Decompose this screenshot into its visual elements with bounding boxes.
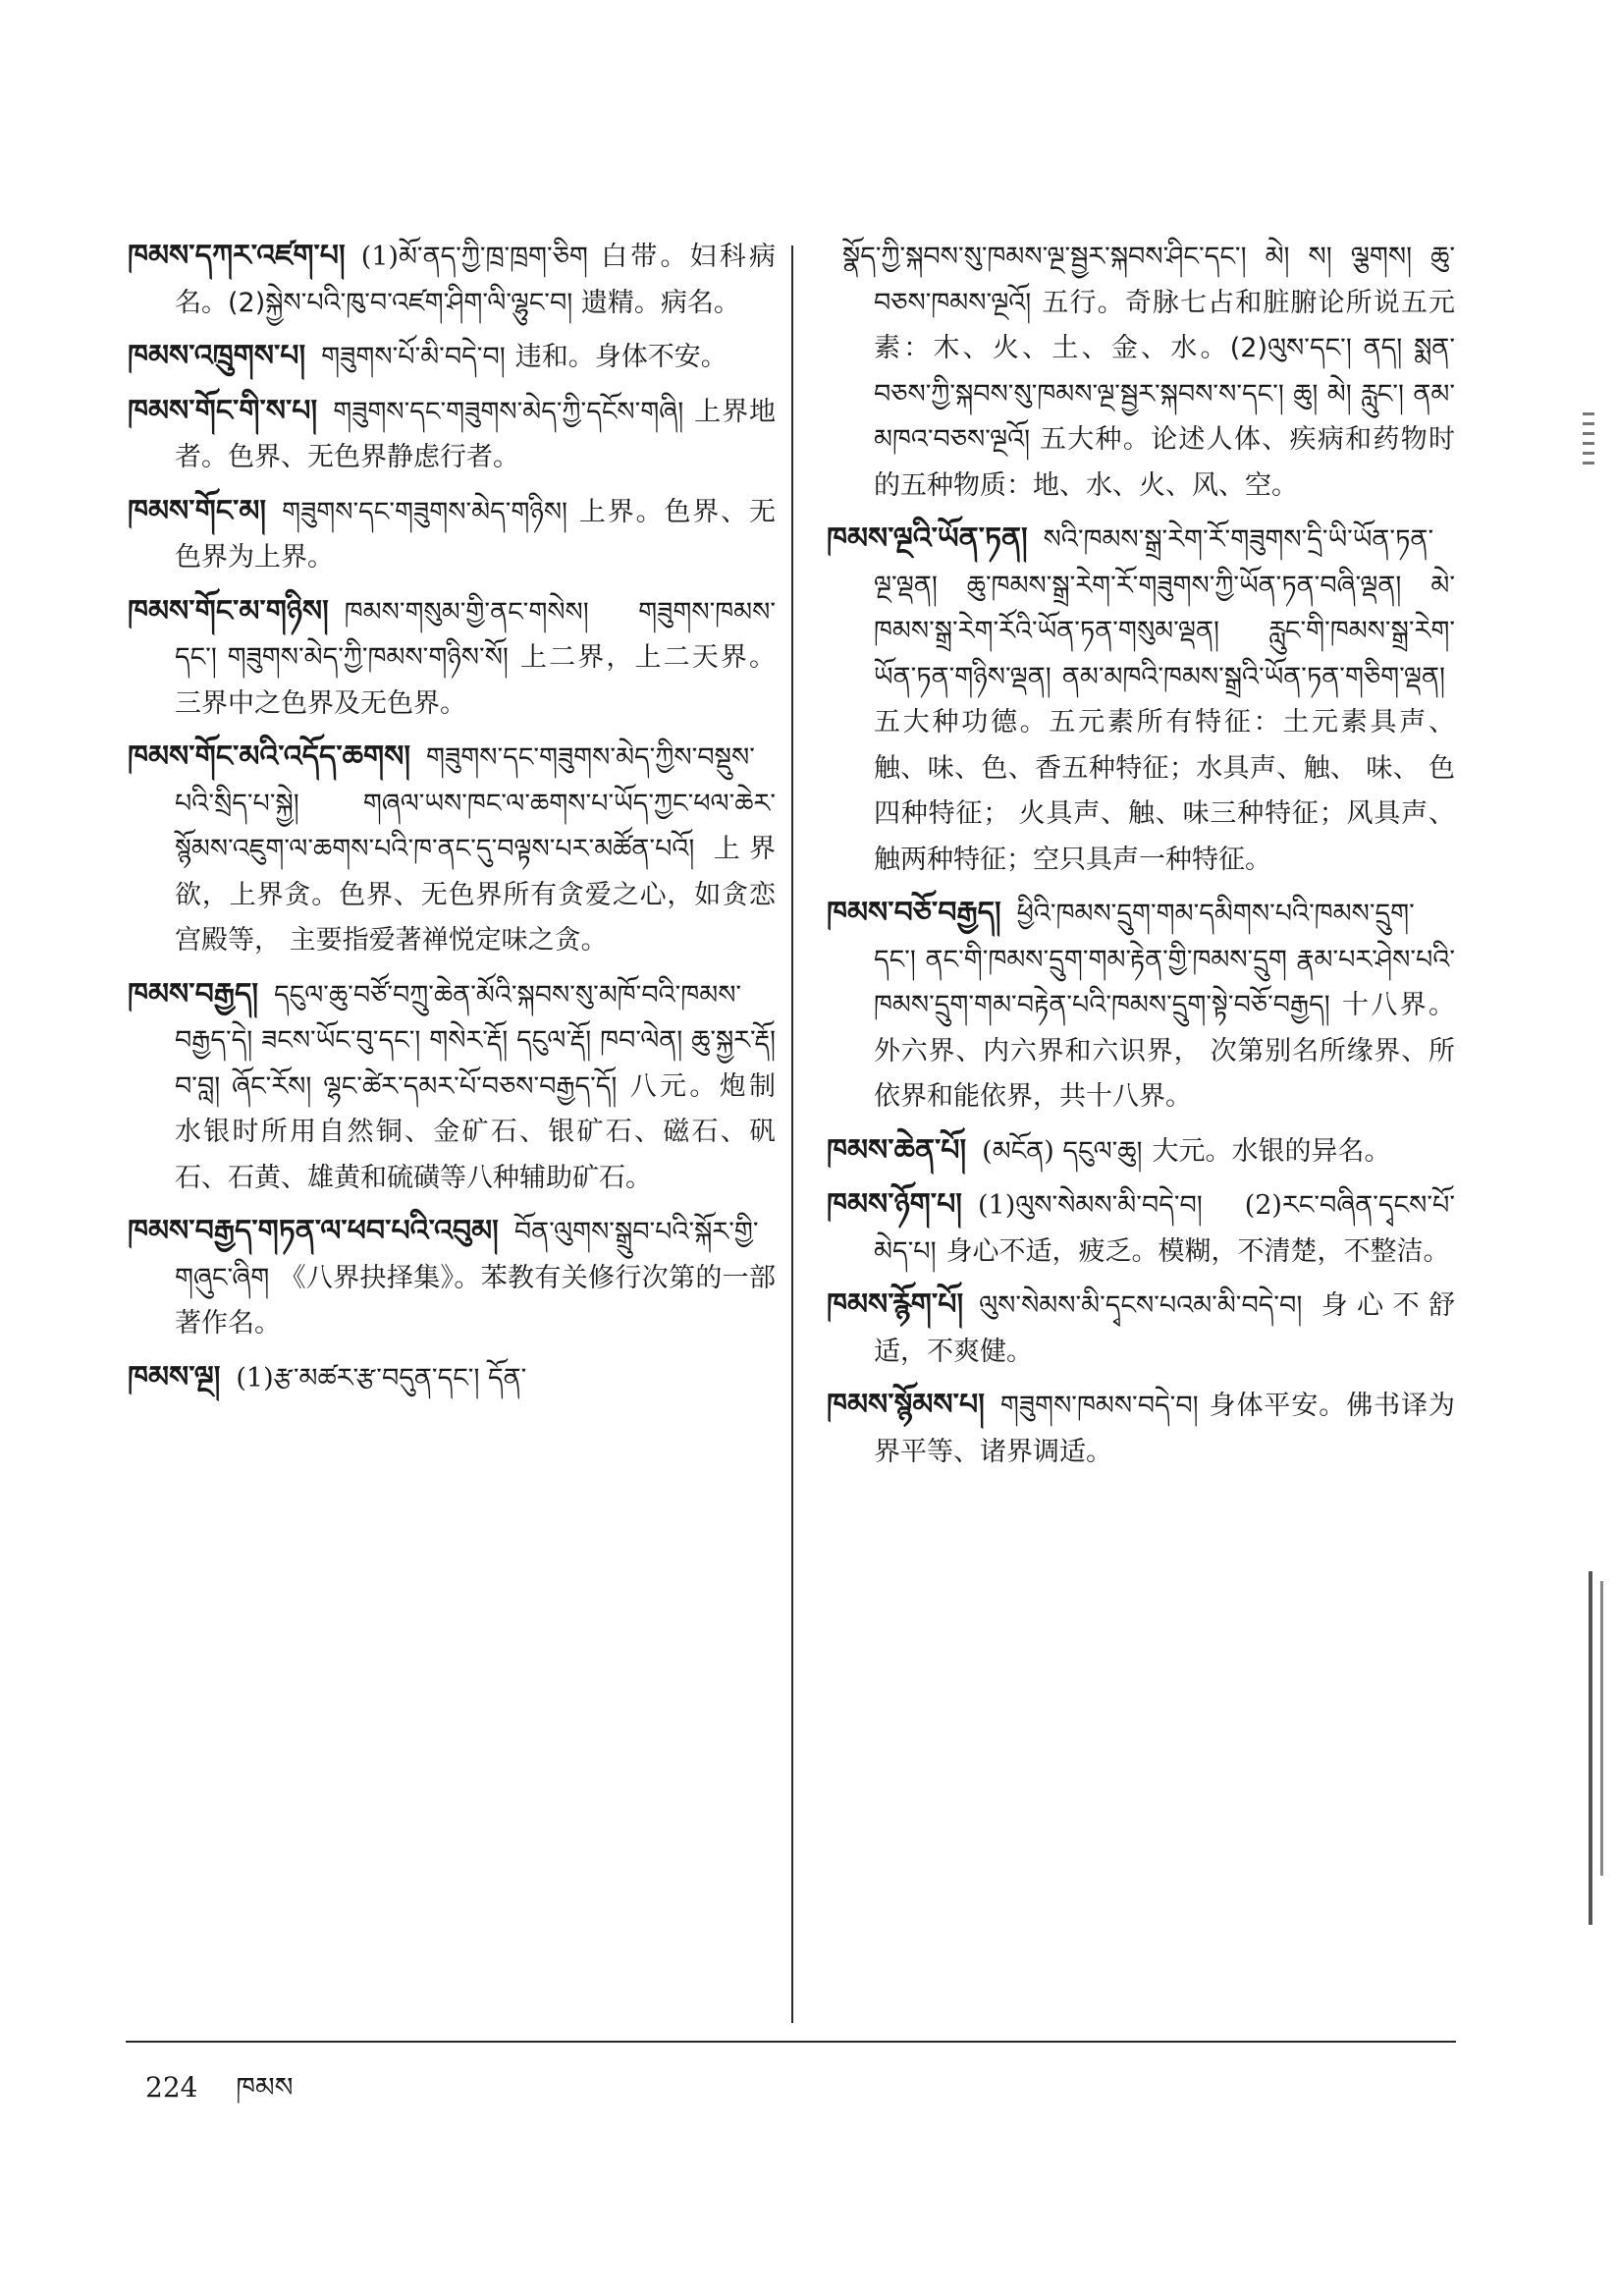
chinese-definition: 上界。色界、无色界为上界。 [175,496,776,573]
headword: ཁམས་གོང་མའི་འདོད་ཆགས། [128,739,411,774]
dictionary-entry [827,517,1455,883]
headword: ཁམས་ཆེན་པོ། [827,1132,967,1168]
headword: ཁམས་རྙོག་པོ། [827,1287,964,1322]
tibetan-definition: གཟུགས་ཁམས་བདེ་བ། [999,1391,1199,1421]
headword: ཁམས་བརྒྱད། [128,976,258,1011]
tibetan-definition: གཟུགས་དང་གཟུགས་མེད་གཉིས། [282,496,568,527]
headword: ཁམས་ཉོག་པ། [827,1187,962,1222]
page-edge-bar-secondary [1600,1581,1603,1876]
headword: ཁམས་ལྔའི་ཡོན་ཏན། [827,521,1028,556]
dictionary-entry [827,1128,1455,1175]
dictionary-entry [827,1383,1455,1475]
headword: ཁམས་བཅོ་བརྒྱད། [827,896,1001,930]
headword: ཁམས་གོང་གི་ས་པ། [128,393,318,428]
right-column [827,234,1455,1483]
running-head: ཁམས [236,2071,294,2104]
column-divider [791,246,793,2023]
chinese-definition: 白带。妇科病名。(2)སྐྱེས་པའི་ཁུ་བ་འཛག་ཤིག་ལི་ལྷུང་བ། 遗精。病名。 [175,242,776,318]
dictionary-entry [827,234,1455,509]
tibetan-definition: གཟུགས་དང་གཟུགས་མེད་ཀྱིས་བསྡུས་པའི་སྲིད་པ་སྐྱེ། གཞལ་ཡས་ཁང་ལ་ཆགས་པ་ཡོད་ཀྱང་ཕལ་ཆེར་སྙོམས་འཇུག་ལ་ཆགས་པའི་ཁ་ནང་དུ་བལྟས་པར་མཚོན་པའོ། [175,742,776,864]
page-edge-bar [1589,1571,1592,1925]
dictionary-entry [128,1355,776,1402]
tibetan-definition: སྣོད་ཀྱི་སྐབས་སུ་ཁམས་ལྔ་སྦྱར་སྐབས་ཤིང་དང་། མེ། ས། ལྕགས། ཆུ་བཅས་ཁམས་ལྔའོ། [842,242,1455,318]
dictionary-entry [827,1283,1455,1375]
headword: ཁམས་དཀར་འཛག་པ། [128,239,346,273]
chinese-definition: 十八界。外六界、内六界和六识界， 次第别名所缘界、所依界和能依界，共十八界。 [874,990,1455,1112]
tibetan-definition: བོན་ལུགས་སྒྲུབ་པའི་སྐོར་གྱི་གཞུང་ཞིག [175,1217,759,1293]
chinese-definition: 身心不舒适，不爽健。 [874,1290,1455,1367]
headword: ཁམས་འཁྲུགས་པ། [128,339,306,373]
tibetan-definition: སའི་ཁམས་སྒྲ་རེག་རོ་གཟུགས་དྲི་ཡི་ཡོན་ཏན་ལྔ་ལྡན། ཆུ་ཁམས་སྒྲ་རེག་རོ་གཟུགས་ཀྱི་ཡོན་ཏན་བཞི་ལྡན། མེ་ཁམས་སྒྲ་རེག་རོའི་ཡོན་ཏན་གསུམ་ལྡན། རླུང་གི་ཁམས་སྒྲ་རེག་ཡོན་ཏན་གཉིས་ལྡན། ནམ་མཁའི་ཁམས་སྒྲའི་ཡོན་ཏན་གཅིག་ལྡན། [874,524,1455,692]
page-edge-marks [1583,412,1598,471]
headword: ཁམས་སྙོམས་པ། [827,1388,985,1422]
chinese-definition: 上界地者。色界、无色界静虑行者。 [175,396,776,472]
dictionary-entry [128,234,776,326]
chinese-definition: 八元。炮制水银时所用自然铜、金矿石、银矿石、磁石、矾石、石黄、雄黄和硫磺等八种辅助矿石。 [175,1070,776,1193]
dictionary-entry [128,589,776,728]
chinese-definition: 身心不适，疲乏。模糊，不清楚，不整洁。 [945,1235,1450,1267]
headword: ཁམས་གོང་མ། [128,493,267,528]
dictionary-entry [128,972,776,1202]
dictionary-entry [128,389,776,481]
tibetan-definition: ཕྱིའི་ཁམས་དྲུག་གམ་དམིགས་པའི་ཁམས་དྲུག་དང་། ནང་གི་ཁམས་དྲུག་གམ་རྟེན་གྱི་ཁམས་དྲུག རྣམ་པར་ཤེས་པའི་ཁམས་དྲུག་གམ་བརྟེན་པའི་ཁམས་དྲུག་སྟེ་བཅོ་བརྒྱད། [874,899,1455,1020]
tibetan-definition: (1)མོ་ནད་ཀྱི་ཁྲ་ཁྲག་ཅིག [360,242,588,272]
dictionary-entry [827,891,1455,1121]
dictionary-entry [827,1182,1455,1275]
chinese-definition: 上二界，上二天界。三界中之色界及无色界。 [175,642,777,719]
chinese-definition: 上界欲，上界贪。色界、无色界所有贪爱之心，如贪恋宫殿等， 主要指爱著禅悦定味之贪。 [175,834,776,956]
tibetan-definition: གཟུགས་དང་གཟུགས་མེད་ཀྱི་དངོས་གཞི། [333,396,684,427]
headword: ཁམས་ལྔ། [128,1359,221,1394]
tibetan-definition: གཟུགས་པོ་མི་བདེ་བ། [321,342,506,372]
chinese-definition: 五行。奇脉七占和脏腑论所说五元素：木、火、土、金、水。(2)ལུས་དང་། ནད། སྨན་བཅས་ཀྱི་སྐབས་སུ་ཁམས་ལྔ་སྦྱར་སྐབས་ས་དང་། ཆུ། མེ། རླུང་། ནམ་མཁའ་བཅས་ལྔའོ། 五大种。论述人体、疾病和药物时的五种物质：地、水、火、风、空。 [874,287,1455,501]
chinese-definition: 违和。身体不安。 [514,342,728,372]
dictionary-entry [128,334,776,381]
page-number: 224 [145,2071,198,2104]
headword: ཁམས་གོང་མ་གཉིས། [128,593,329,629]
headword: ཁམས་བརྒྱད་གཏན་ལ་ཕབ་པའི་འབུམ། [128,1214,499,1248]
page-footer [145,2056,294,2134]
chinese-definition: 身体平安。佛书译为界平等、诸界调适。 [874,1391,1455,1467]
left-column [128,234,776,1409]
tibetan-definition: ཁམས་གསུམ་གྱི་ནང་གསེས། གཟུགས་ཁམས་དང་། གཟུགས་མེད་ཀྱི་ཁམས་གཉིས་སོ། [175,596,776,673]
chinese-definition: 五大种功德。五元素所有特征：土元素具声、触、味、色、香五种特征；水具声、触、 味、 色四种特征； 火具声、触、味三种特征；风具声、 触两种特征；空只具声一种特征。 [874,707,1455,875]
tibetan-definition: ལུས་སེམས་མི་དྭངས་པའམ་མི་བདེ་བ། [979,1290,1303,1321]
chinese-definition: 《八界抉择集》。苯教有关修行次第的一部著作名。 [175,1262,776,1339]
chinese-definition: 大元。水银的异名。 [1152,1135,1391,1167]
dictionary-entry [128,489,776,581]
tibetan-definition: (1)ལུས་སེམས་མི་བདེ་བ། (2)རང་བཞིན་དྭངས་པོ་མེད་པ། [874,1190,1455,1267]
tibetan-definition: (1)རྩ་མཚར་རྩ་བདུན་དང་། དོན་ [236,1362,527,1394]
tibetan-definition: དངུལ་ཆུ་བཙོ་བཀྲུ་ཆེན་མོའི་སྐབས་སུ་མཁོ་བའི་ཁམས་བརྒྱད་དེ། ཟངས་ཡོང་བུ་དང་། གསེར་རྡོ། དངུལ་རྡོ། ཁབ་ལེན། ཆུ་སྐྱར་རྡོ། བ་བླ། ཞོང་རོས། ལྷང་ཚེར་དམར་པོ་བཅས་བརྒྱད་དོ། [175,979,776,1102]
tibetan-definition: (མངོན) དངུལ་ཆུ། [982,1135,1143,1167]
dictionary-entry [128,1209,776,1347]
dictionary-entry [128,735,776,964]
footer-rule [126,2041,1456,2043]
